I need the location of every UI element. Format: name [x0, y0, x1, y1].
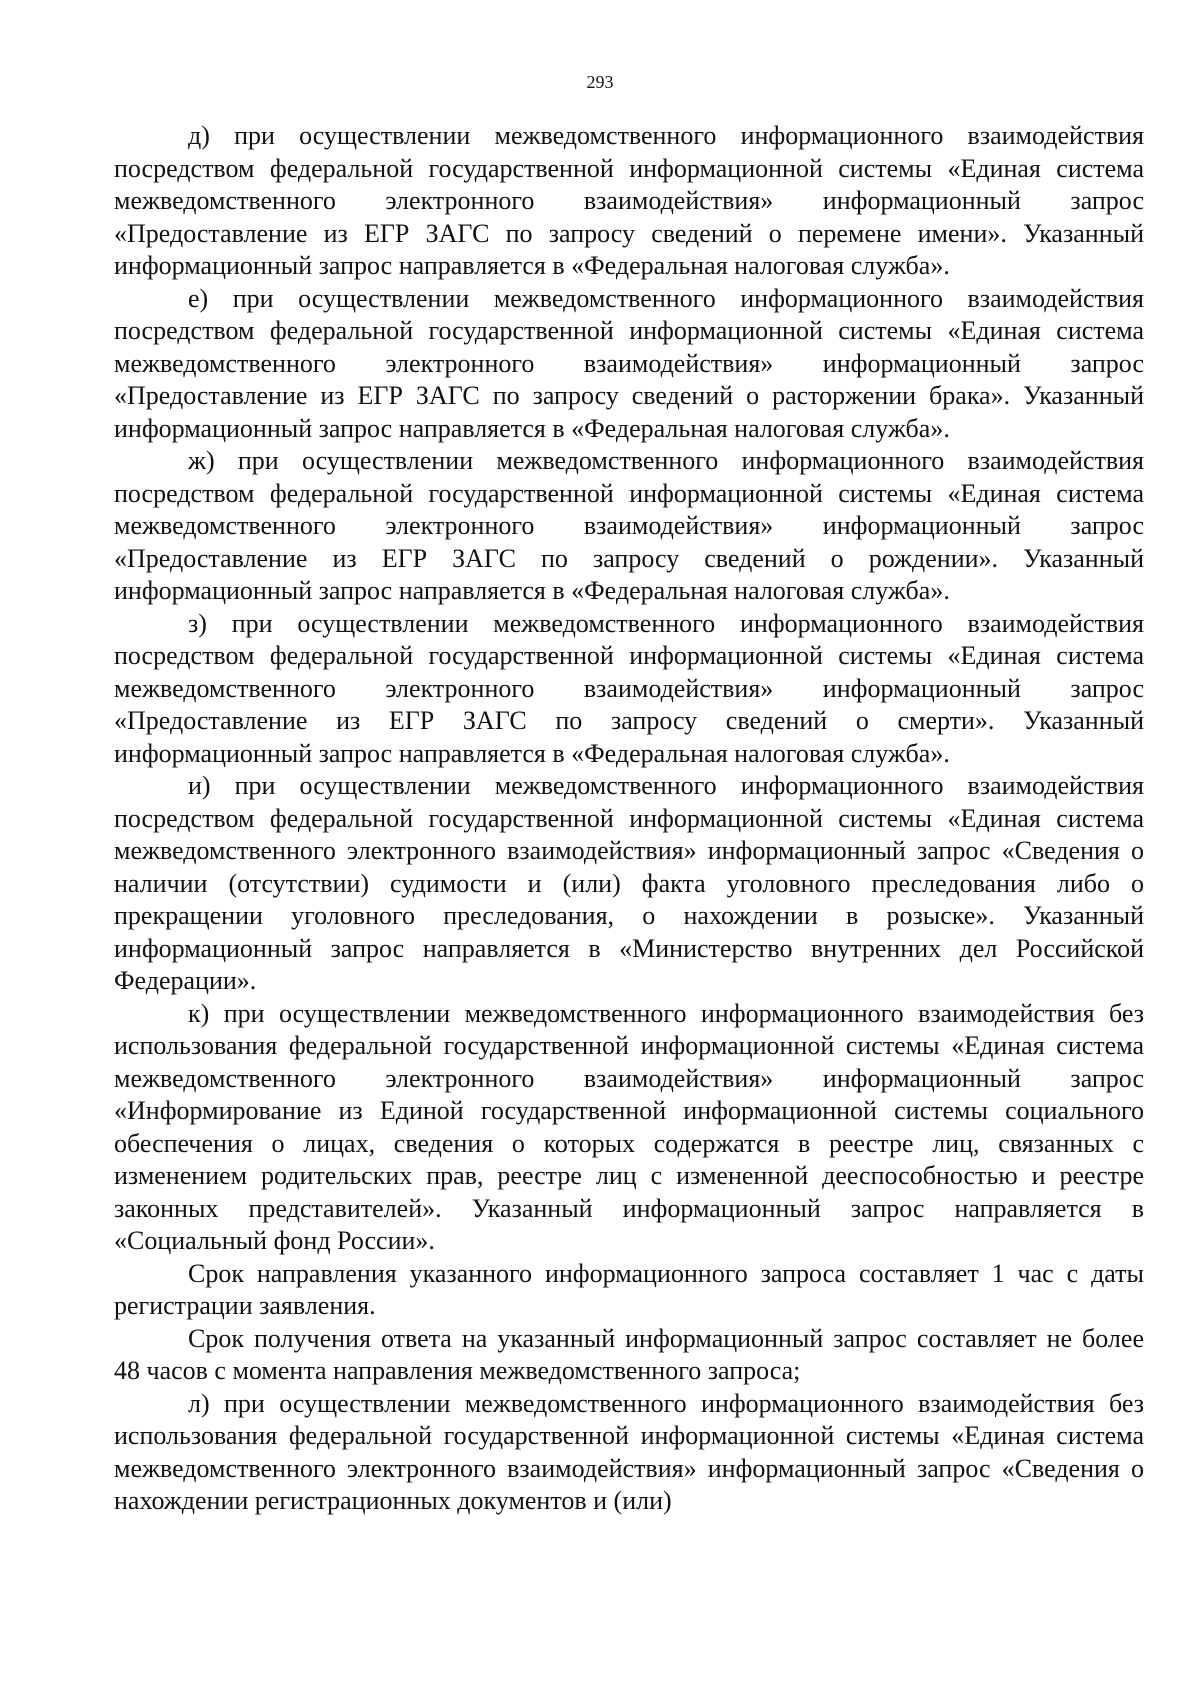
paragraph-l: л) при осуществлении межведомственного информационного взаимодействия без использования федеральной государственной информационной системы «Единая система межведомственного электронного взаимодействия» информационный запрос «Сведения о нахождении регистрационных документов и (или) [114, 1388, 1144, 1515]
paragraph-i: и) при осуществлении межведомственного информационного взаимодействия посредством федеральной государственной информационной системы «Единая система межведомственного электронного взаимодействия» информационный запрос «Сведения о наличии (отсутствии) судимости и (или) факта уголовного преследования либо о прекращении уголовного преследования, о нахождении в розыске». Указанный информационный запрос направляется в «Министерство внутренних дел Российской Федерации». [114, 771, 1144, 995]
paragraph-request-deadline: Срок направления указанного информационного запроса составляет 1 час с даты регистрации заявления. [114, 1258, 1144, 1320]
paragraph-e: е) при осуществлении межведомственного информационного взаимодействия посредством федеральной государственной информационной системы «Единая система межведомственного электронного взаимодействия» информационный запрос «Предоставление из ЕГР ЗАГС по запросу сведений о расторжении брака». Указанный информационный запрос направляется в «Федеральная налоговая служба». [114, 283, 1144, 443]
document-body [114, 120, 1144, 1518]
page-number: 293 [586, 72, 614, 92]
paragraph-zh: ж) при осуществлении межведомственного информационного взаимодействия посредством федеральной государственной информационной системы «Единая система межведомственного электронного взаимодействия» информационный запрос «Предоставление из ЕГР ЗАГС по запросу сведений о рождении». Указанный информационный запрос направляется в «Федеральная налоговая служба». [114, 446, 1144, 605]
paragraph-k: к) при осуществлении межведомственного информационного взаимодействия без использования федеральной государственной информационной системы «Единая система межведомственного электронного взаимодействия» информационный запрос «Информирование из Единой государственной информационной системы социального обеспечения о лицах, сведения о которых содержатся в реестре лиц, связанных с изменением родительских прав, реестре лиц с измененной дееспособностью и реестре законных представителей». Указанный информационный запрос направляется в «Социальный фонд России». [114, 998, 1144, 1255]
paragraph-d: д) при осуществлении межведомственного информационного взаимодействия посредством федеральной государственной информационной системы «Единая система межведомственного электронного взаимодействия» информационный запрос «Предоставление из ЕГР ЗАГС по запросу сведений о перемене имени». Указанный информационный запрос направляется в «Федеральная налоговая служба». [114, 121, 1144, 280]
paragraph-z: з) при осуществлении межведомственного информационного взаимодействия посредством федеральной государственной информационной системы «Единая система межведомственного электронного взаимодействия» информационный запрос «Предоставление из ЕГР ЗАГС по запросу сведений о смерти». Указанный информационный запрос направляется в «Федеральная налоговая служба». [114, 608, 1144, 768]
paragraph-response-deadline: Срок получения ответа на указанный информационный запрос составляет не более 48 часов с момента направления межведомственного запроса; [114, 1323, 1144, 1385]
